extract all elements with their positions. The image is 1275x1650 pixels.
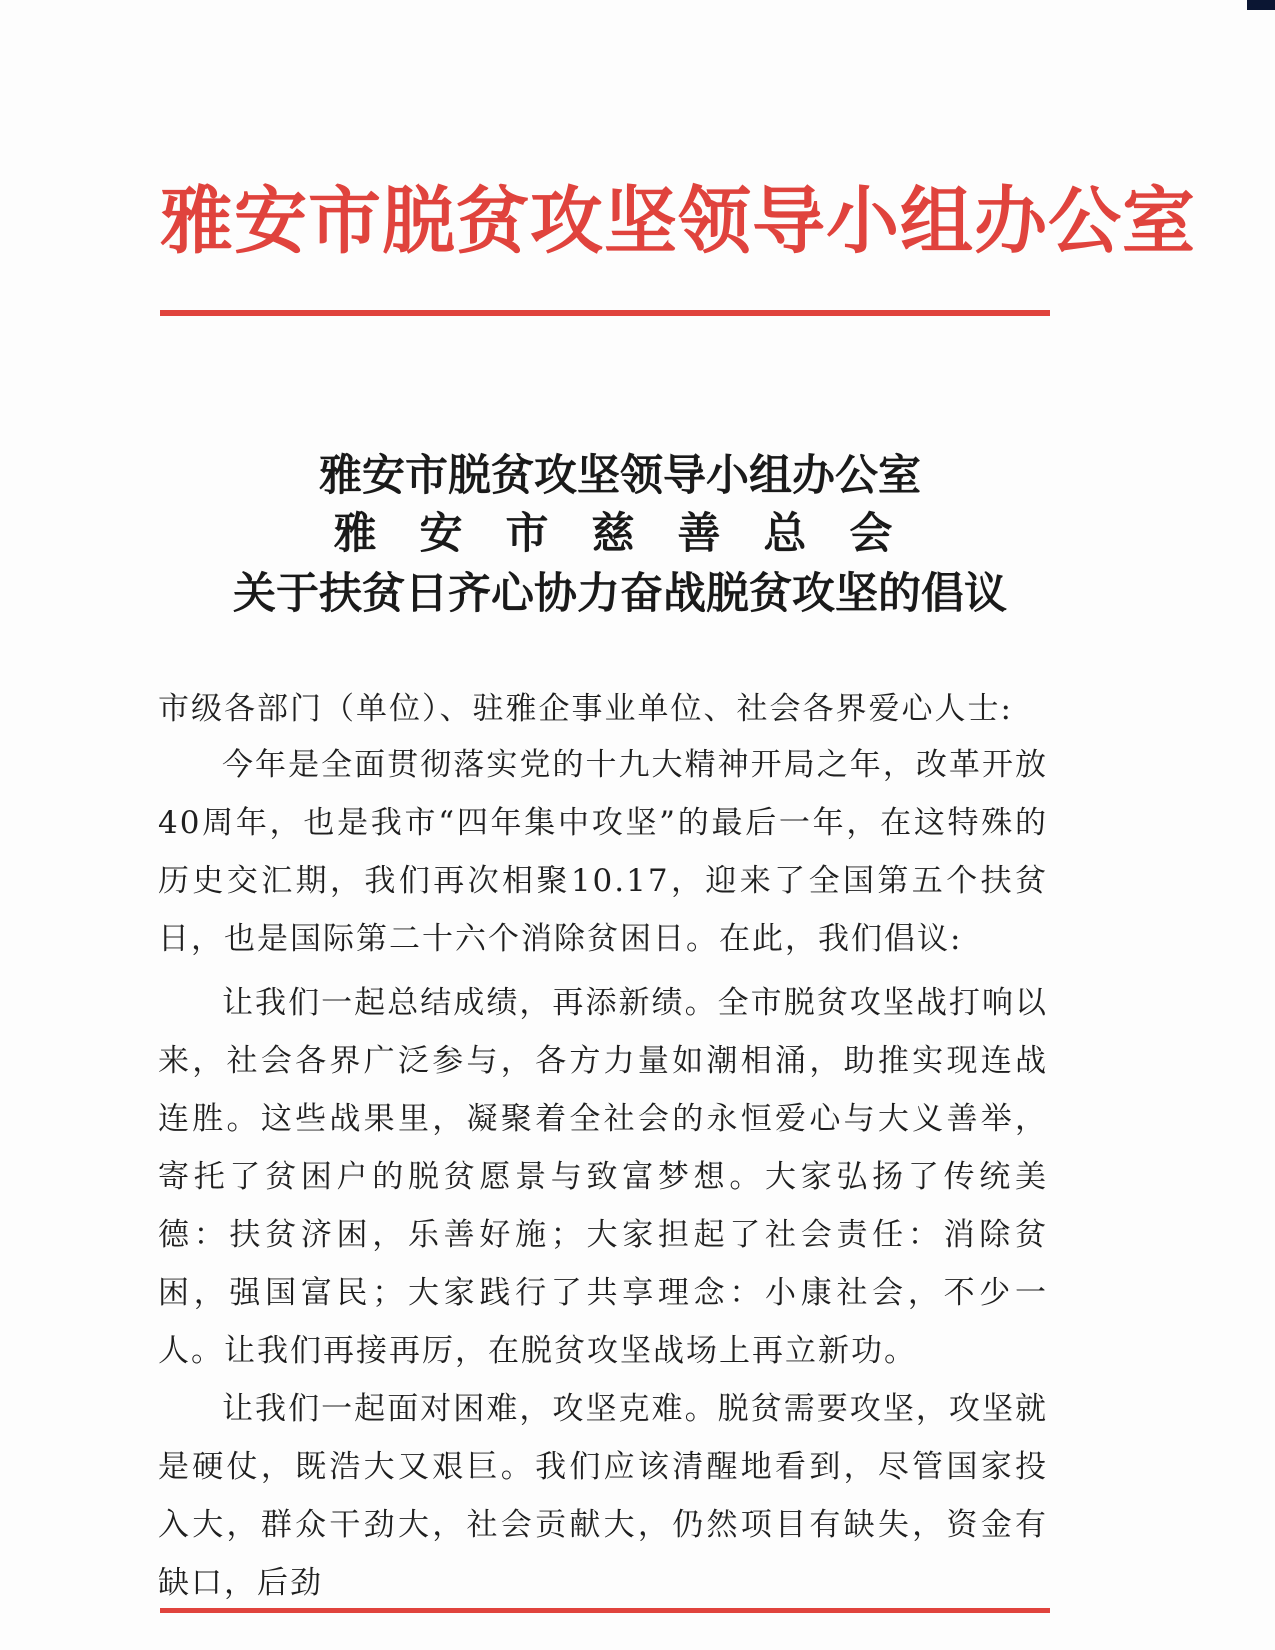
paragraph-3: 让我们一起面对困难，攻坚克难。脱贫需要攻坚，攻坚就是硬仗，既浩大又艰巨。我们应该清醒地看到，尽管国家投入大，群众干劲大，社会贡献大，仍然项目有缺失，资金有缺口，后劲 — [158, 1391, 1048, 1601]
footer-red-rule — [160, 1608, 1050, 1613]
letterhead-org-name: 雅安市脱贫攻坚领导小组办公室 — [160, 178, 1196, 264]
title-line-issuer-2: 雅 安 市 慈 善 总 会 — [333, 509, 907, 559]
scan-corner-mark — [1247, 0, 1275, 10]
title-line-issuer-1: 雅安市脱贫攻坚领导小组办公室 — [319, 451, 921, 501]
paragraph-1: 今年是全面贯彻落实党的十九大精神开局之年，改革开放40周年，也是我市“四年集中攻坚”的最后一年，在这特殊的历史交汇期，我们再次相聚10.17，迎来了全国第五个扶贫日，也是国际第二十六个消除贫困日。在此，我们倡议: — [158, 747, 1048, 957]
letterhead-red-rule — [160, 310, 1050, 316]
paragraph-2: 让我们一起总结成绩，再添新绩。全市脱贫攻坚战打响以来，社会各界广泛参与，各方力量如潮相涌，助推实现连战连胜。这些战果里，凝聚着全社会的永恒爱心与大义善举，寄托了贫困户的脱贫愿景与致富梦想。大家弘扬了传统美德：扶贫济困，乐善好施；大家担起了社会责任：消除贫困，强国富民；大家践行了共享理念：小康社会，不少一人。让我们再接再厉，在脱贫攻坚战场上再立新功。 — [158, 985, 1048, 1369]
title-line-subject: 关于扶贫日齐心协力奋战脱贫攻坚的倡议 — [233, 569, 1007, 619]
salutation: 市级各部门（单位）、驻雅企事业单位、社会各界爱心人士: — [158, 691, 1013, 727]
